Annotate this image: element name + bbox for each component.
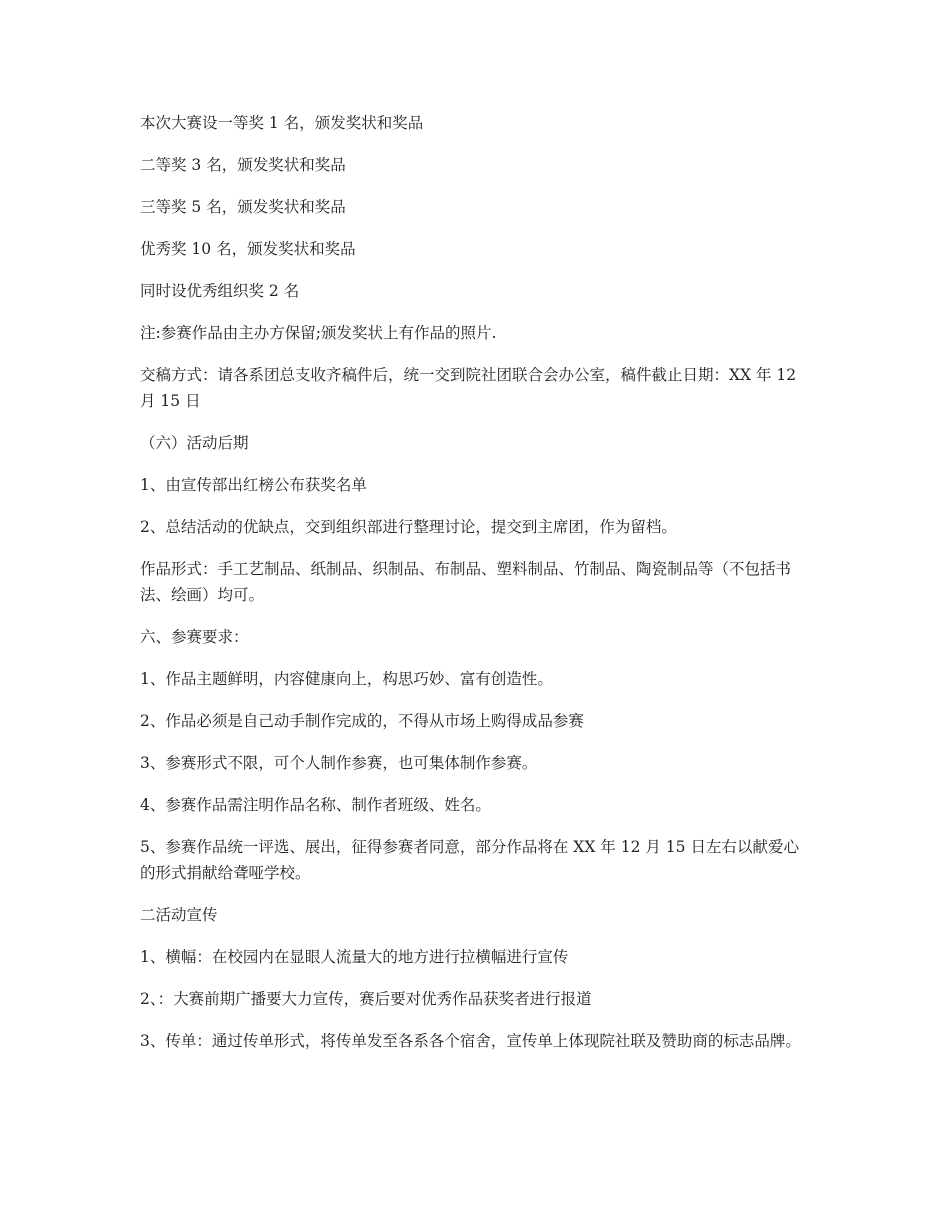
document-body: [140, 110, 812, 1070]
paragraph-excellence-prize: 优秀奖 10 名，颁发奖状和奖品: [140, 240, 356, 258]
paragraph-promotion-banner: 1、横幅：在校园内在显眼人流量大的地方进行拉横幅进行宣传: [140, 948, 569, 966]
paragraph-submission-method: 交稿方式：请各系团总支收齐稿件后，统一交到院社团联合会办公室，稿件截止日期：XX 年 12 月 15 日: [140, 366, 797, 410]
paragraph-work-forms: 作品形式：手工艺制品、纸制品、织制品、布制品、塑料制品、竹制品、陶瓷制品等（不包括书法、绘画）均可。: [140, 560, 792, 604]
paragraph-requirement-1: 1、作品主题鲜明，内容健康向上，构思巧妙、富有创造性。: [140, 670, 553, 688]
paragraph-later-stage-item-2: 2、总结活动的优缺点，交到组织部进行整理讨论，提交到主席团，作为留档。: [140, 518, 677, 536]
paragraph-requirement-3: 3、参赛形式不限，可个人制作参赛，也可集体制作参赛。: [140, 754, 538, 772]
paragraph-later-stage-item-1: 1、由宣传部出红榜公布获奖名单: [140, 476, 367, 494]
paragraph-second-prize: 二等奖 3 名，颁发奖状和奖品: [140, 156, 346, 174]
heading-activity-later-stage: （六）活动后期: [140, 434, 249, 452]
paragraph-promotion-broadcast: 2、：大赛前期广播要大力宣传，赛后要对优秀作品获奖者进行报道: [140, 990, 592, 1008]
heading-activity-promotion: 二活动宣传: [140, 906, 218, 924]
paragraph-organization-prize: 同时设优秀组织奖 2 名: [140, 282, 300, 300]
paragraph-note: 注:参赛作品由主办方保留;颁发奖状上有作品的照片.: [140, 324, 497, 342]
paragraph-requirement-4: 4、参赛作品需注明作品名称、制作者班级、姓名。: [140, 796, 491, 814]
heading-entry-requirements: 六、参赛要求：: [140, 628, 249, 646]
paragraph-requirement-5: 5、参赛作品统一评选、展出，征得参赛者同意，部分作品将在 XX 年 12 月 15 日左右以献爱心的形式捐献给聋哑学校。: [140, 838, 799, 882]
paragraph-promotion-flyer: 3、传单：通过传单形式，将传单发至各系各个宿舍，宣传单上体现院社联及赞助商的标志品牌。: [140, 1032, 801, 1050]
paragraph-first-prize: 本次大赛设一等奖 1 名，颁发奖状和奖品: [140, 114, 424, 132]
paragraph-third-prize: 三等奖 5 名，颁发奖状和奖品: [140, 198, 346, 216]
paragraph-requirement-2: 2、作品必须是自己动手制作完成的，不得从市场上购得成品参赛: [140, 712, 584, 730]
